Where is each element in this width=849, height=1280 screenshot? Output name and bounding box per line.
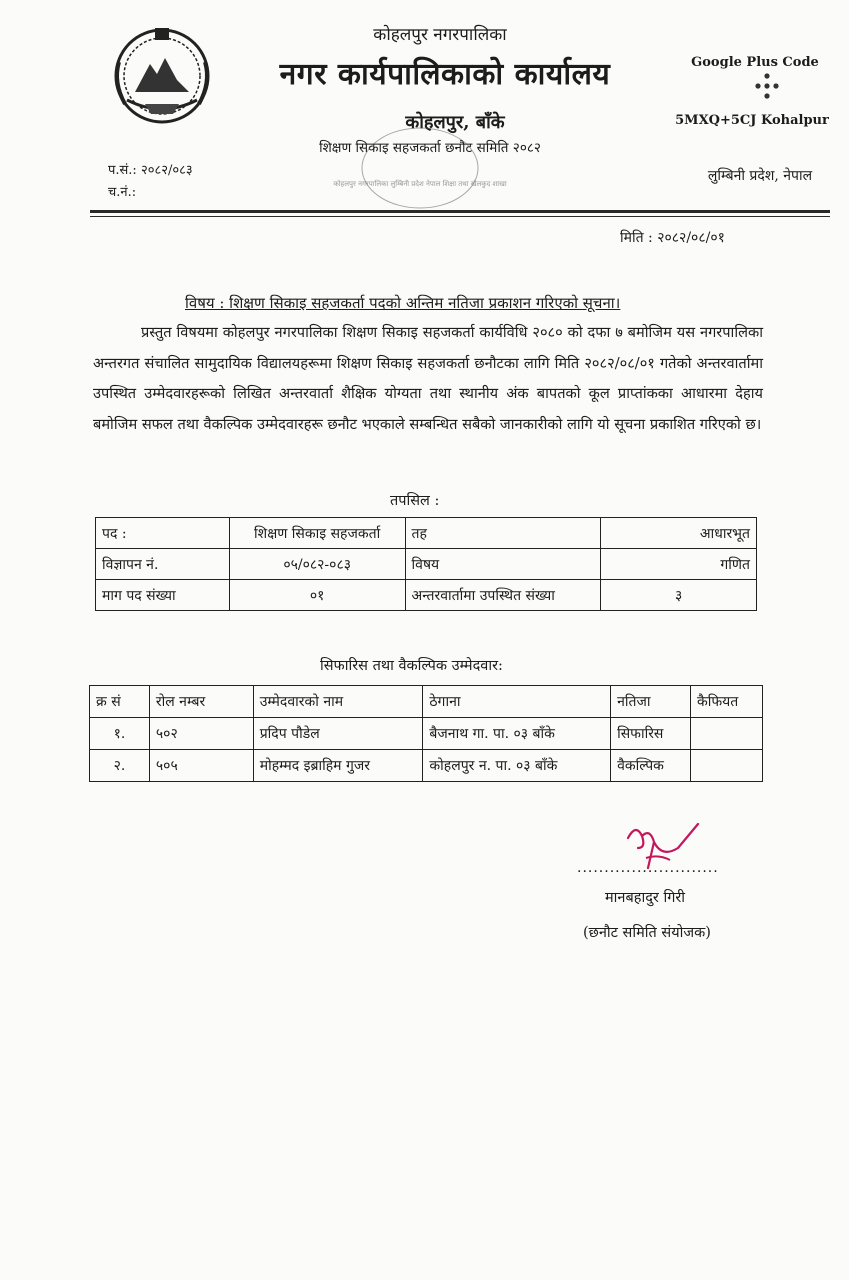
table-cell: ५०२ xyxy=(149,718,253,750)
column-header: उम्मेदवारको नाम xyxy=(253,686,423,718)
table-cell: सिफारिस xyxy=(611,718,691,750)
table-cell xyxy=(691,750,763,782)
table-cell: ०१ xyxy=(229,580,405,611)
post-details-table xyxy=(95,517,757,611)
table-cell: विज्ञापन नं. xyxy=(96,549,230,580)
google-plus-code-label: Google Plus Code xyxy=(691,55,819,70)
table-cell: माग पद संख्या xyxy=(96,580,230,611)
table-row xyxy=(96,580,757,611)
table-cell: ३ xyxy=(601,580,757,611)
notice-date: मिति : २०८२/०८/०१ xyxy=(620,230,725,246)
signatory-name: मानबहादुर गिरी xyxy=(605,890,686,906)
table-cell: बैजनाथ गा. पा. ०३ बाँके xyxy=(423,718,611,750)
signature xyxy=(618,818,718,888)
table-cell: शिक्षण सिकाइ सहजकर्ता xyxy=(229,518,405,549)
dispatch-number: च.नं.: xyxy=(108,185,137,200)
table-cell: आधारभूत xyxy=(601,518,757,549)
table-cell: तह xyxy=(405,518,601,549)
column-header: ठेगाना xyxy=(423,686,611,718)
table-cell: प्रदिप पौडेल xyxy=(253,718,423,750)
table-cell: ०५/०८२-०८३ xyxy=(229,549,405,580)
table-cell: १. xyxy=(90,718,150,750)
column-header: कैफियत xyxy=(691,686,763,718)
table-cell: अन्तरवार्तामा उपस्थित संख्या xyxy=(405,580,601,611)
table-cell: कोहलपुर न. पा. ०३ बाँके xyxy=(423,750,611,782)
column-header: नतिजा xyxy=(611,686,691,718)
google-plus-code: 5MXQ+5CJ Kohalpur xyxy=(675,113,829,128)
office-location: कोहलपुर, बाँके xyxy=(405,112,505,133)
office-title: नगर कार्यपालिकाको कार्यालय xyxy=(279,57,611,92)
details-heading: तपसिल : xyxy=(390,493,440,509)
municipality-name: कोहलपुर नगरपालिका xyxy=(373,25,507,45)
header-rule-thin xyxy=(90,216,830,217)
plus-code-icon xyxy=(752,72,782,102)
office-stamp xyxy=(333,150,507,210)
column-header: क्र सं xyxy=(90,686,150,718)
candidates-table xyxy=(89,685,763,782)
table-cell: पद : xyxy=(96,518,230,549)
table-cell: ५०५ xyxy=(149,750,253,782)
header-rule-thick xyxy=(90,210,830,213)
table-cell: २. xyxy=(90,750,150,782)
table-cell: गणित xyxy=(601,549,757,580)
table-cell: मोहम्मद इब्राहिम गुजर xyxy=(253,750,423,782)
column-header: रोल नम्बर xyxy=(149,686,253,718)
candidates-heading: सिफारिस तथा वैकल्पिक उम्मेदवार: xyxy=(320,658,503,674)
stamp-text: कोहलपुर नगरपालिका लुम्बिनी प्रदेश नेपाल शिक्षा तथा खेलकुद शाखा xyxy=(333,180,507,188)
notice-body xyxy=(93,318,763,440)
committee-name: शिक्षण सिकाइ सहजकर्ता छनौट समिति २०८२ xyxy=(319,140,541,156)
table-header-row xyxy=(90,686,763,718)
notice-subject: विषय : शिक्षण सिकाइ सहजकर्ता पदको अन्तिम नतिजा प्रकाशन गरिएको सूचना। xyxy=(185,294,621,312)
notice-body-text: प्रस्तुत विषयमा कोहलपुर नगरपालिका शिक्षण सिकाइ सहजकर्ता कार्यविधि २०८० को दफा ७ बमोजिम यस नगरपालिका अन्तरगत संचालित सामुदायिक विद्यालयहरूमा शिक्षण सिकाइ सहजकर्ता छनौटका लागि मिति २०८२/०८/०१ गतेको अन्तरवार्तामा उपस्थित उम्मेदवारहरूको लिखित अन्तरवार्ता शैक्षिक योग्यता तथा स्थानीय अंक बापतको कूल प्राप्तांकका आधारमा देहाय बमोजिम सफल तथा वैकल्पिक उम्मेदवारहरू छनौट भएकाले सम्बन्धित सबैको जानकारीको लागि यो सूचना प्रकाशित गरिएको छ। xyxy=(93,324,763,433)
nepal-emblem-icon xyxy=(105,22,220,130)
letter-number: प.सं.: २०८२/०८३ xyxy=(108,163,193,178)
table-row xyxy=(96,518,757,549)
table-cell xyxy=(691,718,763,750)
table-cell: वैकल्पिक xyxy=(611,750,691,782)
province-name: लुम्बिनी प्रदेश, नेपाल xyxy=(707,168,813,184)
table-cell: विषय xyxy=(405,549,601,580)
table-row xyxy=(90,718,763,750)
table-row xyxy=(90,750,763,782)
table-row xyxy=(96,549,757,580)
signatory-title: (छनौट समिति संयोजक) xyxy=(583,925,711,941)
signature-line: .......................... xyxy=(577,860,719,876)
